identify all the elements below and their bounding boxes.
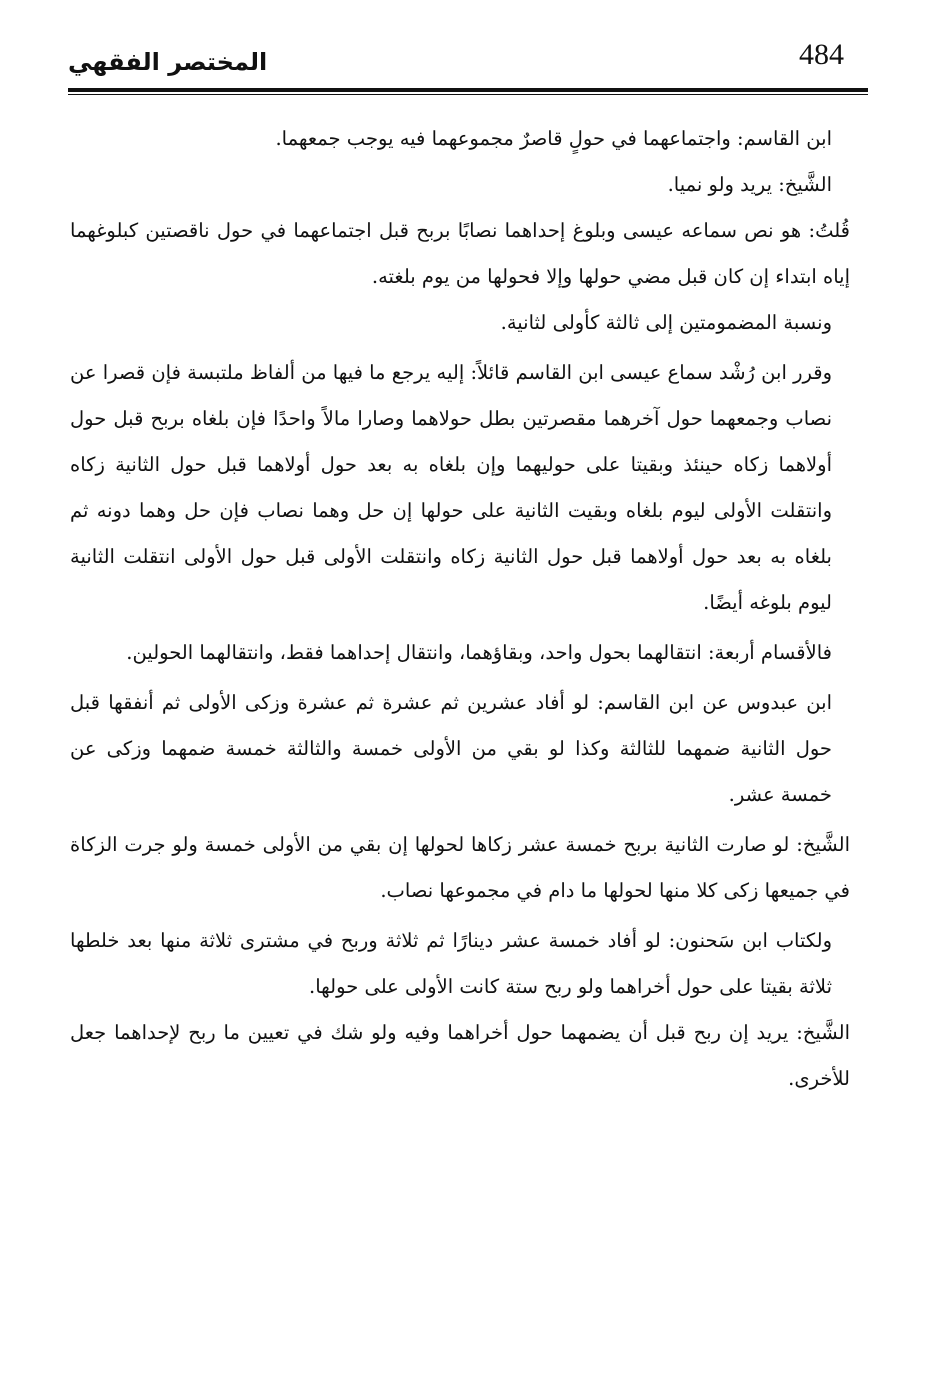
paragraph-ibn-sahnun: ولكتاب ابن سَحنون: لو أفاد خمسة عشر دينارًا ثم ثلاثة وربح في مشترى ثلاثة منها بعد خلطها ثلاثة بقيتا على حول أخراهما ولو ربح ستة كانت الأولى على حولها. <box>70 929 832 998</box>
paragraph-shaykh-1: الشَّيخ: يريد ولو نميا. <box>667 173 832 196</box>
page-header <box>68 36 868 92</box>
paragraph-ibn-rushd: وقرر ابن رُشْد سماع عيسى ابن القاسم قائلاً: إليه يرجع ما فيها من ألفاظ ملتبسة فإن قصرا عن نصاب وجمعهما حول آخرهما مقصرتين بطل حولاهما وصارا مالاً واحدًا فإن بلغاه بربح قبل حول أولاهما زكاه حينئذ وبقيتا على حوليهما وإن بلغاه به بعد حول أولاهما قبل حول الثانية زكاه وانتقلت الأولى ليوم بلغاه وبقيت الثانية على حولها إن حل وهما نصاب فإن حل وهما دونه ثم بلغاه به بعد حول أولاهما قبل حول الثانية زكاه وانتقلت الأولى قبل حول الأولى انتقلت الثانية ليوم بلوغه أيضًا. <box>70 361 832 614</box>
paragraph-shaykh-3: الشَّيخ: يريد إن ربح قبل أن يضمهما حول أخراهما وفيه ولو شك في تعيين ما ربح لإحداهما جعل للأخرى. <box>70 1021 850 1090</box>
paragraph-qultu: قُلتُ: هو نص سماعه عيسى وبلوغ إحداهما نصابًا بربح قبل اجتماعهما في حول ناقصتين كبلوغهما إياه ابتداء إن كان قبل مضي حولها وإلا فحولها من يوم بلغته. <box>70 219 850 288</box>
page-body <box>70 116 850 1102</box>
paragraph-ibn-abdus: ابن عبدوس عن ابن القاسم: لو أفاد عشرين ثم عشرة ثم عشرة وزكى الأولى ثم أنفقها قبل حول الثانية ضمهما للثالثة وكذا لو بقي من الأولى خمسة والثالثة خمسة ضمهما وزكى عن خمسة عشر. <box>70 691 832 806</box>
running-title: المختصر الفقهي <box>68 48 268 76</box>
header-rule-thick <box>68 88 868 92</box>
paragraph-aqsam: فالأقسام أربعة: انتقالهما بحول واحد، وبقاؤهما، وانتقال إحداهما فقط، وانتقالهما الحولين. <box>126 641 832 664</box>
header-rule-thin <box>68 94 868 95</box>
page-number: 484 <box>799 38 844 71</box>
paragraph-nisba: ونسبة المضمومتين إلى ثالثة كأولى لثانية. <box>500 311 832 334</box>
paragraph-ibn-al-qasim: ابن القاسم: واجتماعهما في حولٍ قاصرٌ مجموعهما فيه يوجب جمعهما. <box>275 127 832 150</box>
paragraph-shaykh-2: الشَّيخ: لو صارت الثانية بربح خمسة عشر زكاها لحولها إن بقي من الأولى خمسة ولو جرت الزكاة في جميعها زكى كلا منها لحولها ما دام في مجموعها نصاب. <box>70 833 850 902</box>
